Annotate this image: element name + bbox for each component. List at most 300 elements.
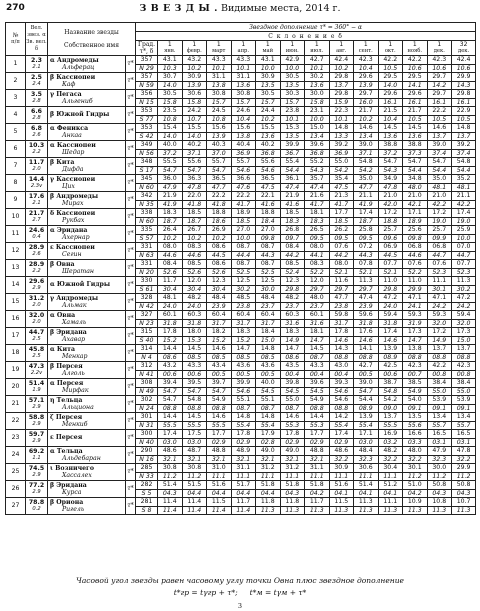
- star-row: [6, 243, 476, 252]
- ra-value: 42.5: [378, 362, 403, 371]
- dec-value: 10.2: [354, 115, 379, 124]
- ra-value: 59.4: [378, 311, 403, 320]
- star-number: 26: [6, 481, 26, 498]
- dec-value: 32.0: [452, 319, 476, 328]
- dec-value: 02.9: [329, 438, 354, 447]
- dec-value: 31.6: [280, 319, 305, 328]
- star-magnitude-cell: [26, 124, 48, 141]
- dec-value: 44.6: [158, 251, 183, 260]
- ra-value: 30.8: [231, 90, 256, 99]
- dec-value: 55.3: [280, 421, 305, 430]
- month-header: [231, 41, 256, 56]
- dec-value: 11.4: [207, 506, 232, 515]
- ra-value: 48.4: [354, 447, 379, 456]
- ra-value: 54.8: [182, 396, 207, 405]
- star-name: α Южной Гидры: [50, 281, 111, 289]
- ra-value: 15.3: [280, 124, 305, 133]
- tau-symbol: τ*: [126, 56, 136, 73]
- dec-value: 23.7: [280, 302, 305, 311]
- star-vis-mag: 0.2: [32, 506, 41, 512]
- ra-value: 47.4: [354, 294, 379, 303]
- dec-value: 31.7: [256, 319, 281, 328]
- dec-value: 11.2: [452, 472, 476, 481]
- star-name-cell: [48, 90, 126, 107]
- month-header: [305, 41, 330, 56]
- star-vis-mag: 2.0: [32, 166, 41, 172]
- dec-value: 44.1: [305, 251, 330, 260]
- star-name-cell: [48, 107, 126, 124]
- ra-value: 55.4: [280, 158, 305, 167]
- dec-value: 18.5: [231, 217, 256, 226]
- dec-value: 00.5: [207, 370, 232, 379]
- ra-value: 21.1: [452, 192, 476, 201]
- dec-value: 03.3: [403, 438, 428, 447]
- star-magnitude: 2.5: [31, 73, 42, 81]
- star-number: 19: [6, 362, 26, 379]
- tau-symbol: τ*: [126, 362, 136, 379]
- dec-value: 54.2: [329, 166, 354, 175]
- star-degree-dec: N 40: [136, 438, 158, 447]
- star-magnitude-cell: [26, 345, 48, 362]
- star-row: [6, 226, 476, 235]
- dec-value: 52.4: [280, 268, 305, 277]
- ra-value: 07.6: [403, 260, 428, 269]
- tau-symbol: τ*: [126, 260, 136, 277]
- dec-value: 04.3: [427, 489, 452, 498]
- dec-value: 54.9: [403, 387, 428, 396]
- dec-value: 18.7: [158, 217, 183, 226]
- dec-value: 08.8: [427, 353, 452, 362]
- star-number: 2: [6, 73, 26, 90]
- ra-value: 39.0: [354, 141, 379, 150]
- star-name: β Персея: [50, 362, 83, 370]
- dec-value: 41.7: [231, 200, 256, 209]
- dec-value: 10.1: [231, 64, 256, 73]
- ra-value: 14.6: [207, 413, 232, 422]
- month-day: 1: [314, 41, 319, 48]
- dec-value: 41.9: [158, 200, 183, 209]
- dec-value: 14.6: [378, 336, 403, 345]
- month-name: апр.: [237, 48, 250, 54]
- star-row: [6, 260, 476, 269]
- ra-value: 59.6: [354, 311, 379, 320]
- dec-value: 15.7: [280, 98, 305, 107]
- ra-value: 17.8: [158, 328, 183, 337]
- star-row: [6, 192, 476, 201]
- star-vis-mag: 1.1: [32, 455, 41, 461]
- star-vis-mag: 2.9: [32, 472, 41, 478]
- ra-value: 43.3: [305, 362, 330, 371]
- ra-value: 11.4: [182, 498, 207, 507]
- dec-value: 41.7: [305, 200, 330, 209]
- ra-value: 13.4: [452, 413, 476, 422]
- ra-value: 55.1: [231, 396, 256, 405]
- dec-value: 10.5: [452, 115, 476, 124]
- star-row: [6, 464, 476, 473]
- star-vis-mag: 2.8: [32, 115, 41, 121]
- star-name-cell: [48, 158, 126, 175]
- dec-value: 30.1: [427, 285, 452, 294]
- dec-value: 18.6: [207, 217, 232, 226]
- star-name-cell: [48, 192, 126, 209]
- star-proper-name: Ахернар: [62, 234, 90, 241]
- star-magnitude: 21.7: [28, 209, 45, 217]
- dec-value: 10.8: [207, 115, 232, 124]
- star-proper-name: Альмак: [62, 302, 87, 309]
- ra-value: 30.0: [427, 464, 452, 473]
- dec-value: 14.3: [452, 81, 476, 90]
- star-row: [6, 413, 476, 422]
- ra-value: 26.2: [329, 226, 354, 235]
- star-number: 20: [6, 379, 26, 396]
- dec-value: 00.5: [354, 370, 379, 379]
- ra-value: 14.8: [329, 124, 354, 133]
- ra-value: 43.2: [182, 56, 207, 65]
- star-number: 17: [6, 328, 26, 345]
- dec-value: 24.0: [182, 302, 207, 311]
- ra-value: 12.5: [231, 277, 256, 286]
- ra-value: 55.2: [305, 158, 330, 167]
- ra-value: 14.7: [231, 345, 256, 354]
- dec-value: 44.5: [207, 251, 232, 260]
- page-title: [0, 3, 480, 14]
- dec-value: 30.4: [182, 285, 207, 294]
- dec-value: 10.0: [280, 64, 305, 73]
- star-magnitude: 69.2: [28, 447, 45, 455]
- ra-value: 42.2: [378, 56, 403, 65]
- month-name: март: [212, 48, 226, 54]
- star-name-cell: [48, 175, 126, 192]
- ra-value: 21.3: [329, 192, 354, 201]
- star-number: 22: [6, 413, 26, 430]
- ra-value: 30.5: [158, 90, 183, 99]
- dec-value: 10.7: [182, 115, 207, 124]
- dec-value: 47.5: [329, 183, 354, 192]
- star-number: 11: [6, 226, 26, 243]
- ra-value: 26.9: [207, 226, 232, 235]
- ra-value: 39.5: [182, 379, 207, 388]
- ra-value: 14.8: [256, 345, 281, 354]
- tau-symbol: τ*: [126, 498, 136, 515]
- dec-value: 30.2: [452, 285, 476, 294]
- dec-value: 09.6: [378, 234, 403, 243]
- dec-value: 10.1: [207, 64, 232, 73]
- dec-value: 31.8: [158, 319, 183, 328]
- ra-value: 29.7: [427, 90, 452, 99]
- star-row: [6, 498, 476, 507]
- ra-value: 34.8: [403, 175, 428, 184]
- dec-value: 32.1: [182, 455, 207, 464]
- dec-value: 14.0: [182, 132, 207, 141]
- dec-value: 13.7: [329, 81, 354, 90]
- star-proper-name: Шератан: [62, 268, 95, 275]
- dec-value: 08.7: [305, 353, 330, 362]
- dec-value: 52.1: [329, 268, 354, 277]
- dec-value: 54.6: [329, 387, 354, 396]
- star-magnitude: 74.5: [28, 464, 45, 472]
- dec-value: 13.5: [256, 81, 281, 90]
- dec-value: 15.2: [158, 336, 183, 345]
- ra-value: 12.5: [256, 277, 281, 286]
- star-magnitude-cell: [26, 396, 48, 413]
- dec-value: 00.5: [231, 370, 256, 379]
- ra-value: 36.6: [231, 175, 256, 184]
- ra-value: 35.7: [305, 175, 330, 184]
- star-degree-ra: 349: [136, 141, 158, 150]
- star-magnitude: 32.0: [28, 311, 45, 319]
- dec-value: 44.3: [354, 251, 379, 260]
- dec-value: 52.6: [158, 268, 183, 277]
- star-row: [6, 158, 476, 167]
- dec-value: 15.7: [207, 98, 232, 107]
- dec-value: 00.7: [403, 370, 428, 379]
- dec-value: 00.6: [378, 370, 403, 379]
- dec-value: 08.8: [158, 404, 183, 413]
- month-name: сент.: [358, 48, 373, 54]
- ra-value: 43.6: [256, 362, 281, 371]
- ra-value: 54.9: [305, 396, 330, 405]
- dec-value: 16.1: [427, 98, 452, 107]
- ra-value: 07.6: [329, 243, 354, 252]
- star-magnitude-cell: [26, 413, 48, 430]
- month-header: [329, 41, 354, 56]
- star-proper-name: Дифда: [62, 166, 84, 173]
- dec-value: 10.0: [256, 64, 281, 73]
- ra-value: 47.2: [378, 294, 403, 303]
- dec-value: 04.4: [182, 489, 207, 498]
- dec-value: 41.6: [280, 200, 305, 209]
- ra-value: 43.2: [158, 362, 183, 371]
- dec-value: 52.3: [427, 268, 452, 277]
- ra-value: 17.2: [427, 328, 452, 337]
- star-name: β Эридана: [50, 481, 87, 489]
- month-header: [158, 41, 183, 56]
- dec-value: 10.0: [452, 234, 476, 243]
- star-proper-name: Рукбах: [62, 217, 85, 224]
- dec-value: 31.7: [231, 319, 256, 328]
- star-name: β Овна: [50, 260, 75, 268]
- ra-value: 26.8: [280, 226, 305, 235]
- dec-value: 44.3: [256, 251, 281, 260]
- star-magnitude-cell: [26, 192, 48, 209]
- ra-value: 51.6: [207, 481, 232, 490]
- ra-value: 14.4: [158, 413, 183, 422]
- star-degree-ra: 290: [136, 447, 158, 456]
- star-degree-ra: 328: [136, 294, 158, 303]
- ra-value: 11.5: [329, 498, 354, 507]
- star-row: [6, 345, 476, 354]
- dec-value: 11.4: [231, 506, 256, 515]
- ra-value: 59.3: [427, 311, 452, 320]
- dec-value: 13.4: [305, 132, 330, 141]
- star-proper-name: Менкар: [62, 353, 88, 360]
- tau-symbol: τ*: [126, 141, 136, 158]
- star-degree-ra: 281: [136, 498, 158, 507]
- dec-value: 04.4: [231, 489, 256, 498]
- dec-value: 10.2: [329, 64, 354, 73]
- star-magnitude-cell: [26, 175, 48, 192]
- ra-value: 42.3: [403, 362, 428, 371]
- dec-value: 23.8: [329, 302, 354, 311]
- dec-value: 03.1: [452, 438, 476, 447]
- star-vis-mag: 2.3v: [30, 183, 43, 189]
- ra-value: 54.7: [427, 158, 452, 167]
- ra-value: 54.7: [403, 158, 428, 167]
- star-name-cell: [48, 294, 126, 311]
- dec-value: 19.0: [427, 217, 452, 226]
- ra-value: 21.1: [354, 192, 379, 201]
- dec-value: 13.6: [231, 81, 256, 90]
- dec-value: 52.1: [378, 268, 403, 277]
- dec-value: 10.1: [280, 115, 305, 124]
- tau-symbol: τ*: [126, 396, 136, 413]
- dec-value: 10.2: [182, 234, 207, 243]
- star-magnitude: 24.6: [28, 226, 45, 234]
- dec-value: 30.0: [256, 285, 281, 294]
- star-proper-name: Анкаа: [62, 132, 82, 139]
- dec-value: 47.7: [354, 183, 379, 192]
- formula-local: t*м = tγм + τ*: [249, 588, 307, 597]
- star-magnitude: 78.8: [28, 498, 45, 506]
- dec-value: 11.3: [452, 506, 476, 515]
- ra-value: 29.8: [452, 90, 476, 99]
- ra-value: 43.3: [182, 362, 207, 371]
- title-subtitle: Видимые места, 2014 г.: [217, 3, 341, 14]
- star-row: [6, 481, 476, 490]
- ra-value: 14.6: [354, 124, 379, 133]
- ra-value: 07.6: [427, 260, 452, 269]
- star-name-cell: [48, 430, 126, 447]
- ra-value: 42.2: [427, 362, 452, 371]
- ra-value: 54.8: [452, 158, 476, 167]
- star-degree-dec: N 31: [136, 421, 158, 430]
- ra-value: 17.3: [452, 328, 476, 337]
- star-name: ε Кассиопеи: [50, 243, 95, 251]
- ra-value: 47.1: [427, 294, 452, 303]
- dec-value: 18.8: [378, 217, 403, 226]
- star-name-cell: [48, 362, 126, 379]
- tau-symbol: τ*: [126, 243, 136, 260]
- star-row: [6, 294, 476, 303]
- dec-value: 42.1: [403, 200, 428, 209]
- dec-value: 37.0: [207, 149, 232, 158]
- ra-value: 14.2: [329, 413, 354, 422]
- ra-value: 54.7: [378, 158, 403, 167]
- ra-value: 54.8: [354, 158, 379, 167]
- month-name: янв.: [164, 48, 176, 54]
- star-degree-ra: 357: [136, 73, 158, 82]
- dec-value: 31.7: [329, 319, 354, 328]
- dec-value: 55.6: [403, 421, 428, 430]
- dec-value: 08.7: [280, 404, 305, 413]
- ra-value: 60.3: [280, 311, 305, 320]
- dec-value: 47.8: [378, 183, 403, 192]
- dec-value: 55.5: [182, 421, 207, 430]
- star-degree-ra: 300: [136, 430, 158, 439]
- star-magnitude: 28.9: [28, 243, 45, 251]
- ra-value: 22.2: [427, 107, 452, 116]
- dec-value: 11.3: [403, 506, 428, 515]
- ra-value: 07.8: [354, 260, 379, 269]
- star-magnitude-cell: [26, 141, 48, 158]
- ra-value: 55.1: [256, 396, 281, 405]
- ra-value: 17.4: [329, 430, 354, 439]
- star-proper-name: Курса: [62, 489, 82, 496]
- tau-symbol: τ*: [126, 328, 136, 345]
- star-degree-ra: 314: [136, 345, 158, 354]
- dec-value: 00.6: [158, 370, 183, 379]
- ra-value: 54.6: [329, 396, 354, 405]
- star-magnitude-cell: [26, 481, 48, 498]
- ra-value: 31.1: [231, 464, 256, 473]
- dec-value: 11.3: [378, 506, 403, 515]
- month-name: нояб.: [407, 48, 423, 54]
- star-degree-ra: 353: [136, 124, 158, 133]
- dec-value: 00.8: [427, 370, 452, 379]
- dec-value: 02.9: [305, 438, 330, 447]
- star-degree-ra: 356: [136, 90, 158, 99]
- tau-symbol: τ*: [126, 158, 136, 175]
- ra-value: 35.2: [452, 175, 476, 184]
- dec-value: 52.5: [231, 268, 256, 277]
- tau-symbol: τ*: [126, 345, 136, 362]
- ra-value: 48.0: [403, 447, 428, 456]
- star-name-cell: [48, 243, 126, 260]
- dec-value: 15.9: [329, 98, 354, 107]
- star-magnitude: 57.1: [28, 396, 45, 404]
- month-day: 1: [412, 41, 417, 48]
- ra-value: 49.0: [280, 447, 305, 456]
- star-name-cell: [48, 73, 126, 90]
- star-magnitude-cell: [26, 294, 48, 311]
- dec-value: 10.2: [256, 115, 281, 124]
- month-name: июл.: [310, 48, 324, 54]
- ra-value: 39.7: [207, 379, 232, 388]
- ra-value: 29.5: [403, 73, 428, 82]
- ra-value: 17.3: [403, 328, 428, 337]
- ra-value: 59.3: [403, 311, 428, 320]
- ra-value: 47.8: [452, 447, 476, 456]
- dec-value: 15.0: [452, 336, 476, 345]
- star-degree-dec: N 42: [136, 302, 158, 311]
- star-proper-name: Мирфак: [62, 387, 89, 394]
- dec-value: 55.5: [207, 421, 232, 430]
- dec-value: 54.7: [354, 387, 379, 396]
- month-day: 1: [290, 41, 295, 48]
- col-number-header: [6, 23, 26, 56]
- dec-value: 00.4: [329, 370, 354, 379]
- star-proper-name: Каф: [62, 81, 76, 88]
- dec-value: 18.7: [182, 217, 207, 226]
- ra-value: 24.5: [207, 107, 232, 116]
- col-name-header: [48, 23, 136, 56]
- dec-value: 52.6: [182, 268, 207, 277]
- dec-value: 11.2: [182, 472, 207, 481]
- dec-value: 54.4: [403, 166, 428, 175]
- dec-value: 36.8: [305, 149, 330, 158]
- ra-value: 13.7: [378, 413, 403, 422]
- dec-value: 19.0: [452, 217, 476, 226]
- dec-value: 54.6: [231, 166, 256, 175]
- star-proper-name: Цих: [62, 183, 75, 190]
- dec-value: 52.2: [403, 268, 428, 277]
- star-name: ζ Персея: [50, 413, 83, 421]
- ra-value: 17.8: [329, 328, 354, 337]
- ra-value: 30.6: [182, 90, 207, 99]
- dec-value: 04.1: [329, 489, 354, 498]
- ra-value: 43.3: [231, 56, 256, 65]
- dec-value: 04.3: [452, 489, 476, 498]
